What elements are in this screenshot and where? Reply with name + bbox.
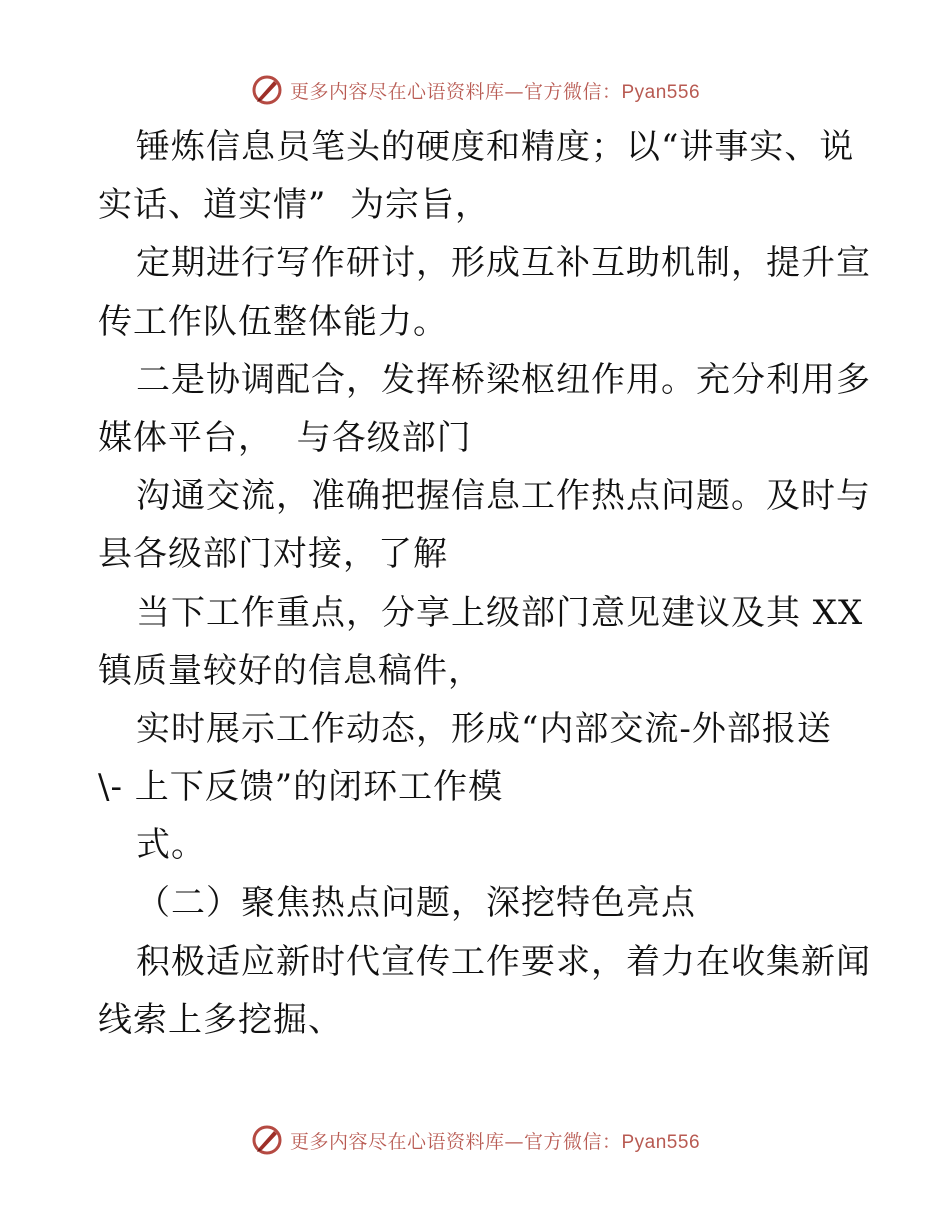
paragraph-line: 积极适应新时代宣传工作要求，着力在收集新闻 xyxy=(136,941,871,982)
footer-watermark-banner xyxy=(0,1120,950,1160)
footer-wechat-id: Pyan556 xyxy=(621,1131,701,1153)
paragraph-line: 镇质量较好的信息稿件， xyxy=(98,650,483,691)
paragraph-line: 锤炼信息员笔头的硬度和精度；以“讲事实、说 xyxy=(136,127,855,167)
paragraph-line: 定期进行写作研讨，形成互补互助机制，提升宣 xyxy=(136,243,871,284)
paragraph-line: 二是协调配合，发挥桥梁枢纽作用。充分利用多 xyxy=(136,359,871,400)
header-watermark-banner xyxy=(0,70,950,110)
paragraph-line: 媒体平台， 与各级部门 xyxy=(98,417,472,458)
paragraph-line: 沟通交流，准确把握信息工作热点问题。及时与 xyxy=(136,476,871,517)
paragraph-line: 实话、道实情” 为宗旨， xyxy=(98,185,490,226)
paragraph-line: 式。 xyxy=(136,825,206,866)
header-wechat-id: Pyan556 xyxy=(621,81,701,103)
paragraph-line: 线索上多挖掘、 xyxy=(98,999,343,1040)
paragraph-line: 当下工作重点，分享上级部门意见建议及其 XX xyxy=(136,592,864,633)
pen-logo-icon xyxy=(250,73,284,107)
paragraph-line: 传工作队伍整体能力。 xyxy=(98,301,448,342)
paragraph-line: \- 上下反馈”的闭环工作模 xyxy=(98,767,504,808)
footer-banner-text: 更多内容尽在心语资料库—官方微信： xyxy=(289,1130,622,1153)
document-body xyxy=(98,118,871,1049)
paragraph-line: 县各级部门对接，了解 xyxy=(98,534,448,575)
pen-logo-icon xyxy=(250,1123,284,1157)
paragraph-line: （二）聚焦热点问题，深挖特色亮点 xyxy=(136,883,696,924)
header-banner-text: 更多内容尽在心语资料库—官方微信： xyxy=(289,80,622,103)
paragraph-line: 实时展示工作动态，形成“内部交流-外部报送 xyxy=(136,708,832,749)
